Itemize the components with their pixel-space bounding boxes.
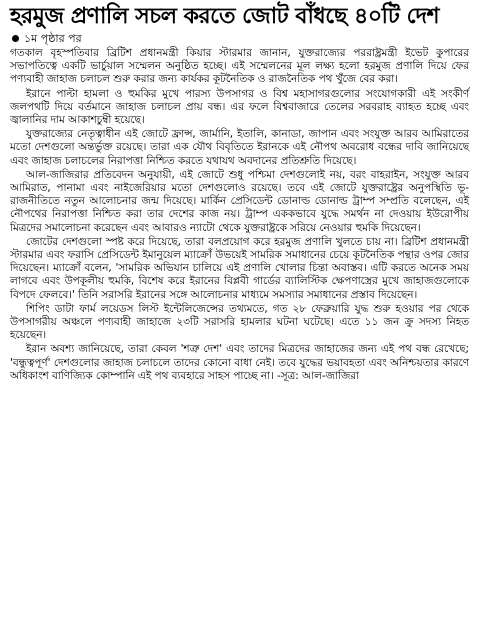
- article-paragraph: ইরানে পাল্টা হামলা ও হুমকির মুখে পারস্য উপসাগর ও বিশ্ব মহাসাগরগুলোর সংযোগকারী এই সংকীর্ণ জলপথটি দিয়ে বর্তমানে জাহাজ চলাচল প্রায় বন্ধ। এর ফলে বিশ্ববাজারে তেলের সরবরাহ ব্যাহত হচ্ছে এবং জ্বালানির দাম আকাশচুম্বী হয়েছে।: [10, 87, 469, 127]
- article-paragraph: জোটের দেশগুলো স্পষ্ট করে দিয়েছে, তারা বলপ্রয়োগ করে হরমুজ প্রণালি খুলতে চায় না। ব্রিটিশ প্রধানমন্ত্রী স্টারমার এবং ফরাসি প্রেসিডেন্ট ইমানুয়েল ম্যাক্রোঁ উভয়েই সামরিক সমাধানের চেয়ে কূটনৈতিক পন্থার ওপর জোর দিয়েছেন। ম্যাক্রোঁ বলেন, 'সামরিক অভিযান চালিয়ে এই প্রণালি খোলার চিন্তা অবাস্তব। এটি করতে অনেক সময় লাগবে এবং উপকূলীয় হুমকি, বিশেষ করে ইরানের বিপ্লবী গার্ডের ব্যালিস্টিক ক্ষেপণাস্ত্রের মুখে জাহাজগুলোকে বিপদে ফেলবে।' তিনি সরাসরি ইরানের সঙ্গে আলোচনার মাধ্যমে সমস্যার সমাধানের প্রস্তাব দিয়েছেন।: [10, 235, 469, 301]
- article-paragraph: ইরান অবশ্য জানিয়েছে, তারা কেবল 'শত্রু দেশ' এবং তাদের মিত্রদের জাহাজের জন্য এই পথ বন্ধ রেখেছে; 'বন্ধুত্বপূর্ণ' দেশগুলোর জাহাজ চলাচলে তাদের কোনো বাধা নেই। তবে যুদ্ধের ভয়াবহতা এবং অনিশ্চয়তার কারণে অধিকাংশ বাণিজ্যিক কোম্পানি এই পথ ব্যবহারে সাহস পাচ্ছে না। -সূত্র: আল-জাজিরা: [10, 343, 469, 382]
- article-paragraph: শিপিং ডাটা ফার্ম লয়েডস লিস্ট ইন্টেলিজেন্সের তথ্যমতে, গত ২৮ ফেব্রুয়ারি যুদ্ধ শুরু হওয়ার পর থেকে উপসাগরীয় অঞ্চলে পণ্যবাহী জাহাজে ২৩টি সরাসরি হামলার ঘটনা ঘটেছে। এতে ১১ জন ক্রু সদস্য নিহত হয়েছেন।: [10, 302, 469, 342]
- article-body: [10, 47, 469, 383]
- continuation-line: [10, 32, 469, 45]
- article-paragraph: গতকাল বৃহস্পতিবার ব্রিটিশ প্রধানমন্ত্রী কিয়ার স্টারমার জানান, যুক্তরাজ্যের পররাষ্ট্রমন্ত্রী ইভেট কুপারের সভাপতিত্বে একটি ভার্চুয়াল সম্মেলন অনুষ্ঠিত হচ্ছে। এই সম্মেলনের মূল লক্ষ্য হলো হরমুজ প্রণালি দিয়ে ফের পণ্যবাহী জাহাজ চলাচল শুরু করার জন্য কার্যকর কূটনৈতিক ও রাজনৈতিক পথ খুঁজে বের করা।: [10, 47, 469, 86]
- continuation-label: ১ম পৃষ্ঠার পর: [24, 32, 82, 45]
- article-paragraph: যুক্তরাজ্যের নেতৃত্বাধীন এই জোটে ফ্রান্স, জার্মানি, ইতালি, কানাডা, জাপান এবং সংযুক্ত আরব আমিরাতের মতো দেশগুলো অন্তর্ভুক্ত রয়েছে। তারা এক যৌথ বিবৃতিতে ইরানকে এই নৌপথ অবরোধ বন্ধের দাবি জানিয়েছে এবং জাহাজ চলাচলের নিরাপত্তা নিশ্চিত করতে যথাযথ অবদানের প্রতিশ্রুতি দিয়েছে।: [10, 128, 469, 167]
- article-headline: হরমুজ প্রণালি সচল করতে জোট বাঁধছে ৪০টি দেশ: [10, 4, 440, 29]
- bullet-icon: [12, 35, 19, 42]
- article-paragraph: আল-জাজিরার প্রতিবেদন অনুযায়ী, এই জোটে শুধু পশ্চিমা দেশগুলোই নয়, বরং বাহরাইন, সংযুক্ত আরব আমিরাত, পানামা এবং নাইজেরিয়ার মতো দেশগুলোও রয়েছে। তবে এই জোটে যুক্তরাষ্ট্রের অনুপস্থিতি ভূ-রাজনীতিতে নতুন আলোচনার জন্ম দিয়েছে। মার্কিন প্রেসিডেন্ট ডোনাল্ড ডোনাল্ড ট্রাম্প সম্প্রতি বলেছেন, এই নৌপথের নিরাপত্তা নিশ্চিত করা তার দেশের কাজ নয়। ট্রাম্প এককভাবে যুদ্ধে সমর্থন না দেওয়ায় ইউরোপীয় মিত্রদের সমালোচনা করেছেন এবং আবারও ন্যাটো থেকে যুক্তরাষ্ট্রকে সরিয়ে নেওয়ার হুমকি দিয়েছেন।: [10, 168, 469, 234]
